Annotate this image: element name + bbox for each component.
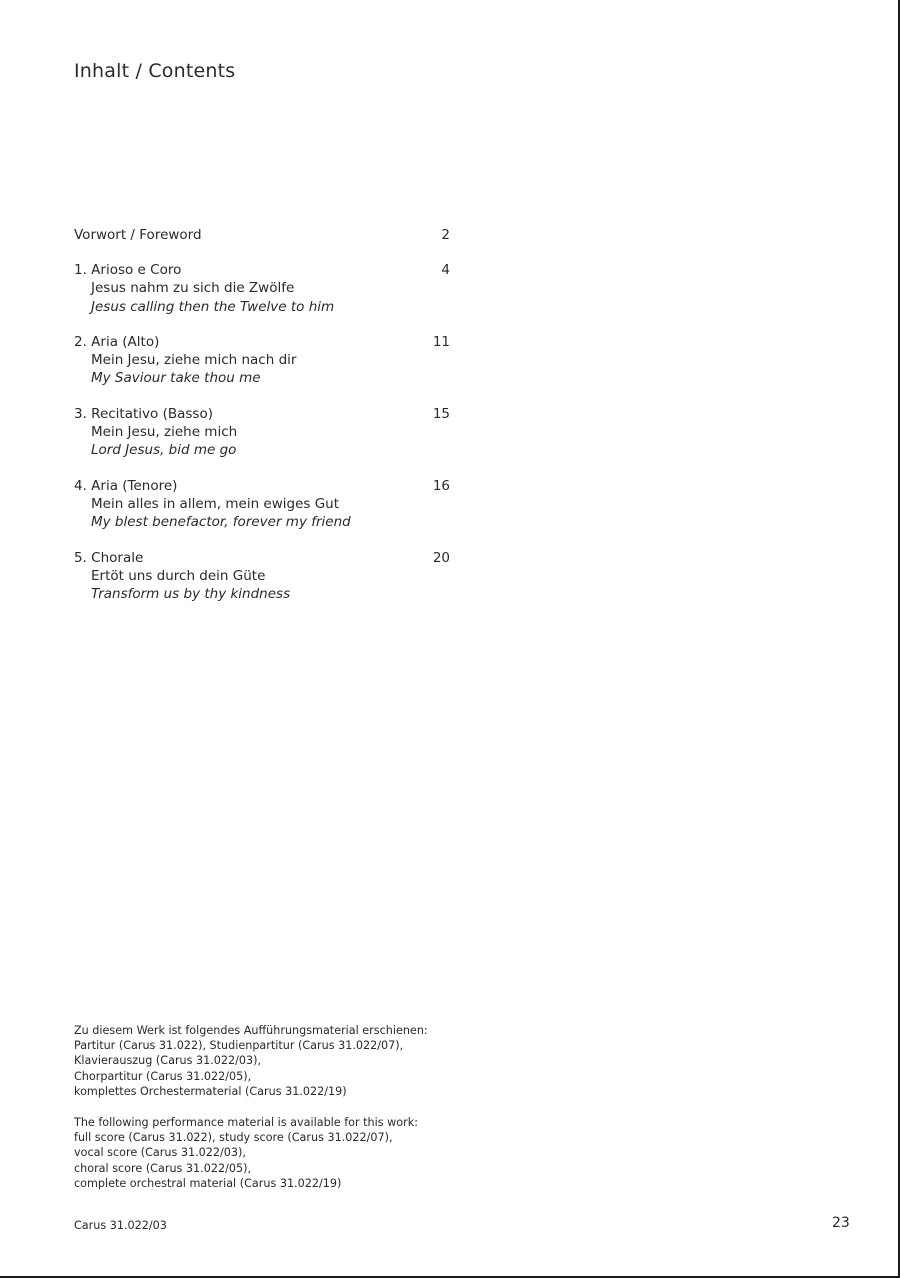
toc-entry-heading: 4. Aria (Tenore)	[74, 477, 178, 494]
toc-entry	[74, 477, 450, 532]
material-line: Klavierauszug (Carus 31.022/03),	[74, 1054, 262, 1068]
toc-entry-german-title: Mein Jesu, ziehe mich nach dir	[91, 352, 297, 369]
page-title: Inhalt / Contents	[74, 60, 236, 82]
toc-foreword-page: 2	[441, 227, 450, 243]
material-line: Chorpartitur (Carus 31.022/05),	[74, 1069, 252, 1083]
material-line: Partitur (Carus 31.022), Studienpartitur (Carus 31.022/07),	[74, 1039, 404, 1053]
toc-entry-english-title: Lord Jesus, bid me go	[91, 442, 237, 459]
toc-entry-page: 4	[441, 262, 450, 278]
toc-entry-heading: 3. Recitativo (Basso)	[74, 405, 213, 422]
material-line: complete orchestral material (Carus 31.022/19)	[74, 1176, 342, 1190]
material-line: komplettes Orchestermaterial (Carus 31.022/19)	[74, 1084, 347, 1098]
performance-material-english	[74, 1115, 494, 1191]
toc-entry	[74, 261, 450, 316]
toc-foreword	[74, 226, 450, 244]
material-line: The following performance material is available for this work:	[74, 1116, 418, 1129]
toc-entry	[74, 333, 450, 388]
toc-entry-english-title: Transform us by thy kindness	[91, 586, 291, 603]
toc-entry-german-title: Mein alles in allem, mein ewiges Gut	[91, 495, 340, 512]
material-line: choral score (Carus 31.022/05),	[74, 1161, 252, 1175]
toc-entry-english-title: My blest benefactor, forever my friend	[91, 514, 351, 531]
toc-entry-page: 15	[432, 405, 450, 422]
toc-entry-page: 11	[432, 333, 450, 350]
toc-entry	[74, 405, 450, 460]
performance-material-german	[74, 1023, 494, 1099]
material-line: vocal score (Carus 31.022/03),	[74, 1146, 246, 1160]
toc-entry-page: 20	[432, 549, 450, 566]
toc-entry-heading: 1. Arioso e Coro	[74, 262, 182, 278]
toc-entry-english-title: Jesus calling then the Twelve to him	[91, 298, 335, 315]
toc-entry-german-title: Jesus nahm zu sich die Zwölfe	[91, 280, 295, 297]
toc-entry-german-title: Mein Jesu, ziehe mich	[91, 424, 238, 441]
toc-entry-heading: 2. Aria (Alto)	[74, 333, 160, 350]
toc-entry-german-title: Ertöt uns durch dein Güte	[91, 567, 266, 584]
toc-foreword-label: Vorwort / Foreword	[74, 227, 202, 243]
toc-entry-english-title: My Saviour take thou me	[91, 370, 261, 387]
toc-entry	[74, 549, 450, 604]
material-line: Zu diesem Werk ist folgendes Aufführungsmaterial erschienen:	[74, 1024, 428, 1037]
page-number: 23	[832, 1215, 850, 1231]
toc-entry-heading: 5. Chorale	[74, 549, 144, 566]
catalog-number: Carus 31.022/03	[74, 1219, 167, 1232]
material-line: full score (Carus 31.022), study score (Carus 31.022/07),	[74, 1131, 393, 1145]
table-of-contents	[74, 226, 450, 603]
toc-entry-page: 16	[432, 477, 450, 494]
